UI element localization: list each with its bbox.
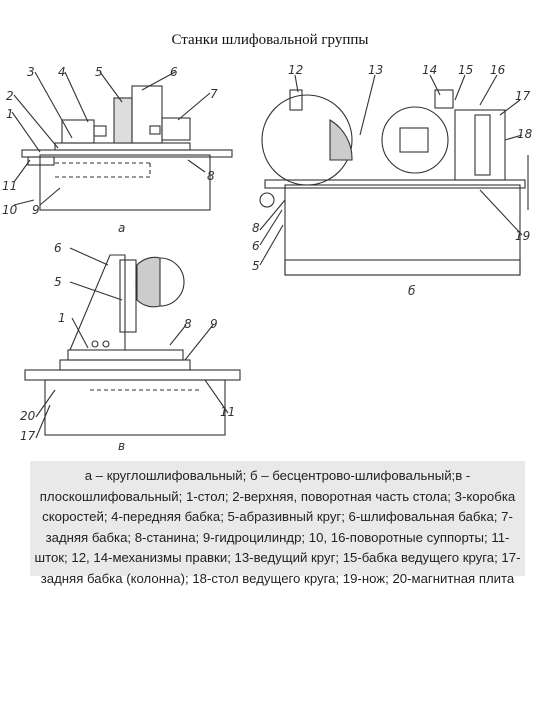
callout-b-5: 16 [490, 63, 506, 77]
callout-a-9: 11 [2, 179, 18, 193]
figure-b-machine [260, 75, 531, 275]
callout-a-11: 9 [32, 203, 40, 217]
callout-a-8: 8 [207, 169, 215, 183]
figure-a-label: а [118, 221, 126, 235]
callout-b-4: 15 [458, 63, 474, 77]
callout-b-6: 17 [515, 89, 531, 103]
figure-a-machine [12, 72, 232, 210]
callout-a-4: 6 [170, 65, 178, 79]
callout-b-2: 13 [368, 63, 384, 77]
callout-b-11: 19 [515, 229, 531, 243]
callout-a-7: 1 [6, 107, 14, 121]
callout-c-4: 8 [184, 317, 192, 331]
callout-a-5: 2 [6, 89, 14, 103]
callout-a-10: 10 [2, 203, 18, 217]
callout-c-3: 1 [58, 311, 66, 325]
callout-a-2: 4 [58, 65, 66, 79]
callout-c-7: 11 [220, 405, 236, 419]
callout-c-2: 5 [54, 275, 62, 289]
callout-b-10: 5 [252, 259, 260, 273]
callout-b-8: 8 [252, 221, 260, 235]
callout-b-7: 18 [517, 127, 533, 141]
figure-c-label: в [118, 439, 126, 453]
callout-c-5: 9 [210, 317, 218, 331]
figure-b-label: б [408, 284, 416, 298]
page-title: Станки шлифовальной группы [171, 32, 369, 48]
callout-a-3: 5 [95, 65, 103, 79]
callout-c-8: 17 [20, 429, 36, 443]
callout-b-3: 14 [422, 63, 438, 77]
figure-caption: а – круглошлифовальный; б – бесцентрово-шлифовальный;в - плоскошлифовальный; 1-стол; 2-верхняя, поворотная часть стола; 3-коробка скоростей; 4-передняя бабка; 5-абразивный круг; 6-шлифовальная бабка; 7-задняя бабка; 8-станина; 9-гидроцилиндр; 10, 16-поворотные суппорты; 11-шток; 12, 14-механизмы правки; 13-ведущий круг; 15-бабка ведущего круга; 17-задняя бабка (колонна); 18-стол ведущего круга; 19-нож; 20-магнитная плита [34, 468, 521, 586]
callout-b-9: 6 [252, 239, 260, 253]
callout-a-1: 3 [27, 65, 35, 79]
callout-b-1: 12 [288, 63, 304, 77]
technical-drawing [0, 60, 540, 460]
callout-c-1: 6 [54, 241, 62, 255]
callout-a-6: 7 [210, 87, 218, 101]
callout-c-6: 20 [20, 409, 36, 423]
